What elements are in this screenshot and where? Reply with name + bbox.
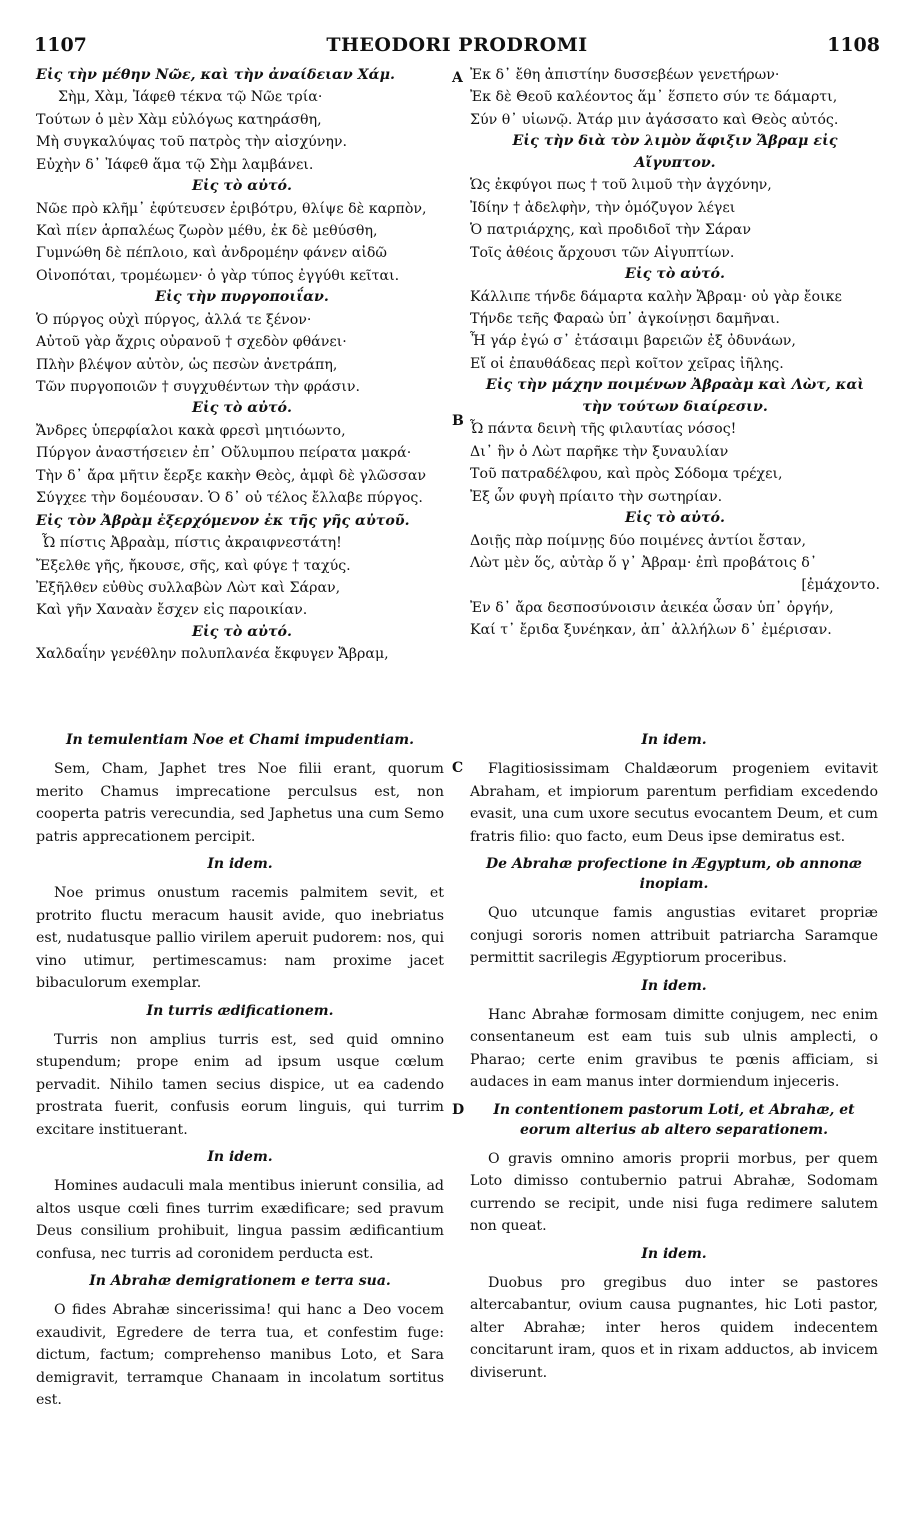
verse-line: Ἐκ δὲ Θεοῦ καλέοντος ἅμ᾽ ἕσπετο σύν τε δάμαρτι, [470,89,838,106]
right-page-number: 1108 [827,34,880,56]
poem-title: Εἰς τὸ αὐτό. [192,400,292,417]
translation-paragraph: Hanc Abrahæ formosam dimitte conjugem, nec enim consentaneum est eam tuis sub ulnis amplecti, o Pharao; certe enim gravibus te pœnis afficiam, si audaces in eam manus inter dormiendum injeceris. [470,1006,878,1090]
poem-heading: Εἰς τὸν Ἀβρὰμ ἐξερχόμενον ἐκ τῆς γῆς αὐτοῦ. [36,512,410,529]
running-title: THEODORI PRODROMI [326,34,588,56]
verse-line: Εἴ οἱ ἐπαυθάδεας περὶ κοῖτον χεῖρας ἰῆλης. [470,355,784,372]
verse-line: Σύν θ᾽ υἱωνῷ. Ἀτάρ μιν ἀγάσσατο καὶ Θεὸς αὐτός. [470,111,839,128]
translation-heading: In idem. [641,977,707,994]
translation-heading: In idem. [207,856,273,872]
verse-line: Σὴμ, Χὰμ, Ἰάφεθ τέκνα τῷ Νῶε τρία· [58,89,323,106]
verse-line: Καὶ πίεν ἁρπαλέως ζωρὸν μέθυ, ἐκ δὲ μεθύσθη, [36,223,378,240]
verse-line: Τήνδε τεῆς Φαραὼ ὑπ᾽ ἀγκοίνῃσι δαμῆναι. [470,311,780,328]
translation-heading: In idem. [641,732,707,748]
poem-title: Εἰς τὸ αὐτό. [625,266,725,283]
verse-line: Ὁ πύργος οὐχὶ πύργος, ἀλλά τε ξένον· [36,311,312,328]
poem-heading: Εἰς τὴν μέθην Νῶε, καὶ τὴν ἀναίδειαν Χάμ. [36,67,395,83]
translation-heading: In turris ædificationem. [146,1002,334,1019]
translation-paragraph: Sem, Cham, Japhet tres Noe filii erant, quorum merito Chamus imprecatione perculsus est, non cooperta patris verecundia, sed Japhetus una cum Semo patris apprecationem percipit. [36,761,444,845]
margin-letter-c: C [452,760,464,776]
translation-paragraph: Homines audaculi mala mentibus inierunt consilia, ad altos usque cœli fines turrim exædificare; sed pravum Deus consilium prohibuit, lingua passim ædificantium confusa, nec turris ad coronidem perducta est. [36,1178,444,1262]
translation-heading: In Abrahæ demigrationem e terra sua. [89,1273,391,1289]
verse-line: Ἐκ δ᾽ ἔθη ἀπιστίην δυσσεβέων γενετήρων· [470,67,780,83]
verse-line: Τούτων ὁ μὲν Χὰμ εὐλόγως κατηράσθη, [36,111,322,128]
verse-line: Εὐχὴν δ᾽ Ἰάφεθ ἅμα τῷ Σὴμ λαμβάνει. [36,156,314,173]
page-header [34,34,880,62]
verse-line: Δι᾽ ἣν ὁ Λὼτ παρῆκε τὴν ξυναυλίαν [470,443,729,460]
verse-line: Ἐξῆλθεν εὐθὺς συλλαβὼν Λὼτ καὶ Σάραν, [36,579,341,596]
verse-line: Ἐξ ὧν φυγὴ πρίαιτο τὴν σωτηρίαν. [470,488,723,505]
translation-heading: In contentionem pastorum Loti, et Abrahæ, et eorum alterius ab altero separationem. [493,1101,855,1138]
verse-line: Χαλδαΐην γενέθλην πολυπλανέα ἔκφυγεν Ἄβραμ, [36,646,389,663]
verse-line: Καί τ᾽ ἔριδα ξυνέηκαν, ἀπ᾽ ἀλλήλων δ᾽ ἐμέρισαν. [470,622,832,639]
margin-letter-d: D [452,1102,465,1118]
verse-line: Δοιῇς πὰρ ποίμνῃς δύο ποιμένες ἀντίοι ἔσταν, [470,532,807,549]
poem-title: Εἰς τὸ αὐτό. [192,623,292,640]
greek-verses-left-column [36,64,448,666]
verse-line: Ὦ πίστις Ἀβραὰμ, πίστις ἀκραιφνεστάτη! [42,535,342,552]
poem-title: Εἰς τὸ αὐτό. [192,178,292,195]
verse-line: Ἰδίην † ἀδελφὴν, τὴν ὁμόζυγον λέγει [470,199,736,216]
translation-paragraph: Flagitiosissimam Chaldæorum progeniem evitavit Abraham, et impiorum parentum perfidiam excedendo evasit, una cum uxore secutus evocantem Deum, et cum fratris filio: quo facto, eum Deus ipse demiratus est. [470,761,878,845]
translation-paragraph: Duobus pro gregibus duo inter se pastores altercabantur, ovium causa pugnantes, hic Loti pastor, alter Abrahæ; inter heros quidem indecentem concitarunt iram, quos et in rixam adductos, ab invicem diviserunt. [470,1274,878,1381]
verse-line: Γυμνώθη δὲ πέπλοιο, καὶ ἀνδρομέην φάνεν αἰδῶ [36,245,387,262]
verse-line: Οἰνοπόται, τρομέωμεν· ὁ γὰρ τύπος ἐγγύθι κεῖται. [36,267,400,284]
poem-title: Εἰς τὸ αὐτό. [625,510,725,527]
verse-line: Ἦ γάρ ἐγώ σ᾽ ἐτάσαιμι βαρειῶν ἐξ ὀδυνάων, [470,333,796,350]
verse-line: Αὐτοῦ γὰρ ἄχρις οὐρανοῦ † σχεδὸν φθάνει· [36,334,347,351]
margin-letter-a: A [452,70,463,86]
verse-line: Μὴ συγκαλύψας τοῦ πατρὸς τὴν αἰσχύνην. [36,134,347,151]
verse-line: Ὁ πατριάρχης, καὶ προδιδοῖ τὴν Σάραν [470,222,751,239]
translation-paragraph: Noe primus onustum racemis palmitem sevit, et protrito fluctu meracum hausit avide, quo inebriatus est, nudatusque pallio virilem aperuit pudorem: nos, qui vino utimur, pertimescamus: nam proxime jacet bibaculorum exemplar. [36,885,444,991]
translation-paragraph: Quo utcunque famis angustias evitaret propriæ conjugi sororis nomen attribuit patriarcha Saramque permittit sacrilegis Ægyptiorum proceribus. [470,905,878,966]
verse-line: Νῶε πρὸ κλῆμ᾽ ἐφύτευσεν ἐριβότρυ, θλίψε δὲ καρπὸν, [36,200,427,217]
latin-translation-right-column [470,724,878,1384]
verse-line: Τοῦ πατραδέλφου, καὶ πρὸς Σόδομα τρέχει, [470,466,783,483]
verse-line: Τοῖς ἀθέοις ἄρχουσι τῶν Αἰγυπτίων. [470,244,735,261]
translation-paragraph: O gravis omnino amoris proprii morbus, per quem Loto dimisso contubernio patrui Abrahæ, Sodomam currendo se recipit, unde nisi fuga redimere salutem non queat. [470,1150,878,1234]
translation-heading: In idem. [641,1245,707,1262]
verse-line: [ἐμάχοντο. [801,577,880,594]
verse-line: Τὴν δ᾽ ἄρα μῆτιν ἔερξε κακὴν Θεὸς, ἀμφὶ δὲ γλῶσσαν [36,467,427,484]
verse-line: Ὦ πάντα δεινὴ τῆς φιλαυτίας νόσος! [470,421,737,438]
verse-line: Ἐν δ᾽ ἄρα δεσποσύνοισιν ἀεικέα ὦσαν ὑπ᾽ ὀργήν, [470,599,834,616]
verse-line: Πλὴν βλέψον αὐτὸν, ὡς πεσὼν ἀνετράπη, [36,356,338,373]
translation-paragraph: O fides Abrahæ sincerissima! qui hanc a Deo vocem exaudivit, Egredere de terra tua, et confestim fuge: dictum, factum; comprehenso manibus Loto, et Sara demigravit, terramque Chanaam in incolatum sortitus est. [36,1302,444,1408]
verse-line: Τῶν πυργοποιῶν † συγχυθέντων τὴν φράσιν. [36,379,361,396]
poem-title: Εἰς τὴν πυργοποιΐαν. [155,289,329,306]
translation-heading: In idem. [207,1149,273,1165]
poem-title: Εἰς τὴν διὰ τὸν λιμὸν ἄφιξιν Ἄβραμ εἰς Αἴγυπτον. [512,133,838,171]
left-page-number: 1107 [34,34,87,56]
verse-line: Πύργον ἀναστήσειεν ἐπ᾽ Οὔλυμπου πείρατα μακρά· [36,445,412,462]
verse-line: Σύγχεε τὴν δομέουσαν. Ὁ δ᾽ οὐ τέλος ἔλλαβε πύργος. [36,490,423,507]
translation-paragraph: Turris non amplius turris est, sed quid omnino stupendum; prope enim ad ipsum usque cœlum pervadit. Nihilo tamen secius dispice, ut ea cadendo prostrata fuerit, confusis eorum linguis, qui turrim excitare instituerant. [36,1031,444,1138]
translation-heading: In temulentiam Noe et Chami impudentiam. [66,732,414,748]
margin-letter-b: B [452,413,464,429]
latin-translation-left-column [36,724,444,1412]
verse-line: Κάλλιπε τήνδε δάμαρτα καλὴν Ἄβραμ· οὐ γὰρ ἔοικε [470,288,842,305]
verse-line: Ἄνδρες ὑπερφίαλοι κακὰ φρεσὶ μητιόωντο, [36,423,346,440]
translation-heading: De Abrahæ profectione in Ægyptum, ob annonæ inopiam. [486,856,862,892]
poem-title: Εἰς τὴν μάχην ποιμένων Ἀβραὰμ καὶ Λὼτ, καὶ τὴν τούτων διαίρεσιν. [485,377,865,415]
verse-line: Ὡς ἐκφύγοι πως † τοῦ λιμοῦ τὴν ἀγχόνην, [470,177,772,194]
verse-line: Ἔξελθε γῆς, ἤκουσε, σῆς, καὶ φύγε † ταχύς. [36,557,351,574]
verse-line: Καὶ γῆν Χαναὰν ἔσχεν εἰς παροικίαν. [36,602,308,619]
greek-verses-right-column [470,64,880,642]
verse-line: Λὼτ μὲν ὅς, αὐτὰρ ὅ γ᾽ Ἀβραμ· ἐπὶ προβάτοις δ᾽ [470,555,817,572]
